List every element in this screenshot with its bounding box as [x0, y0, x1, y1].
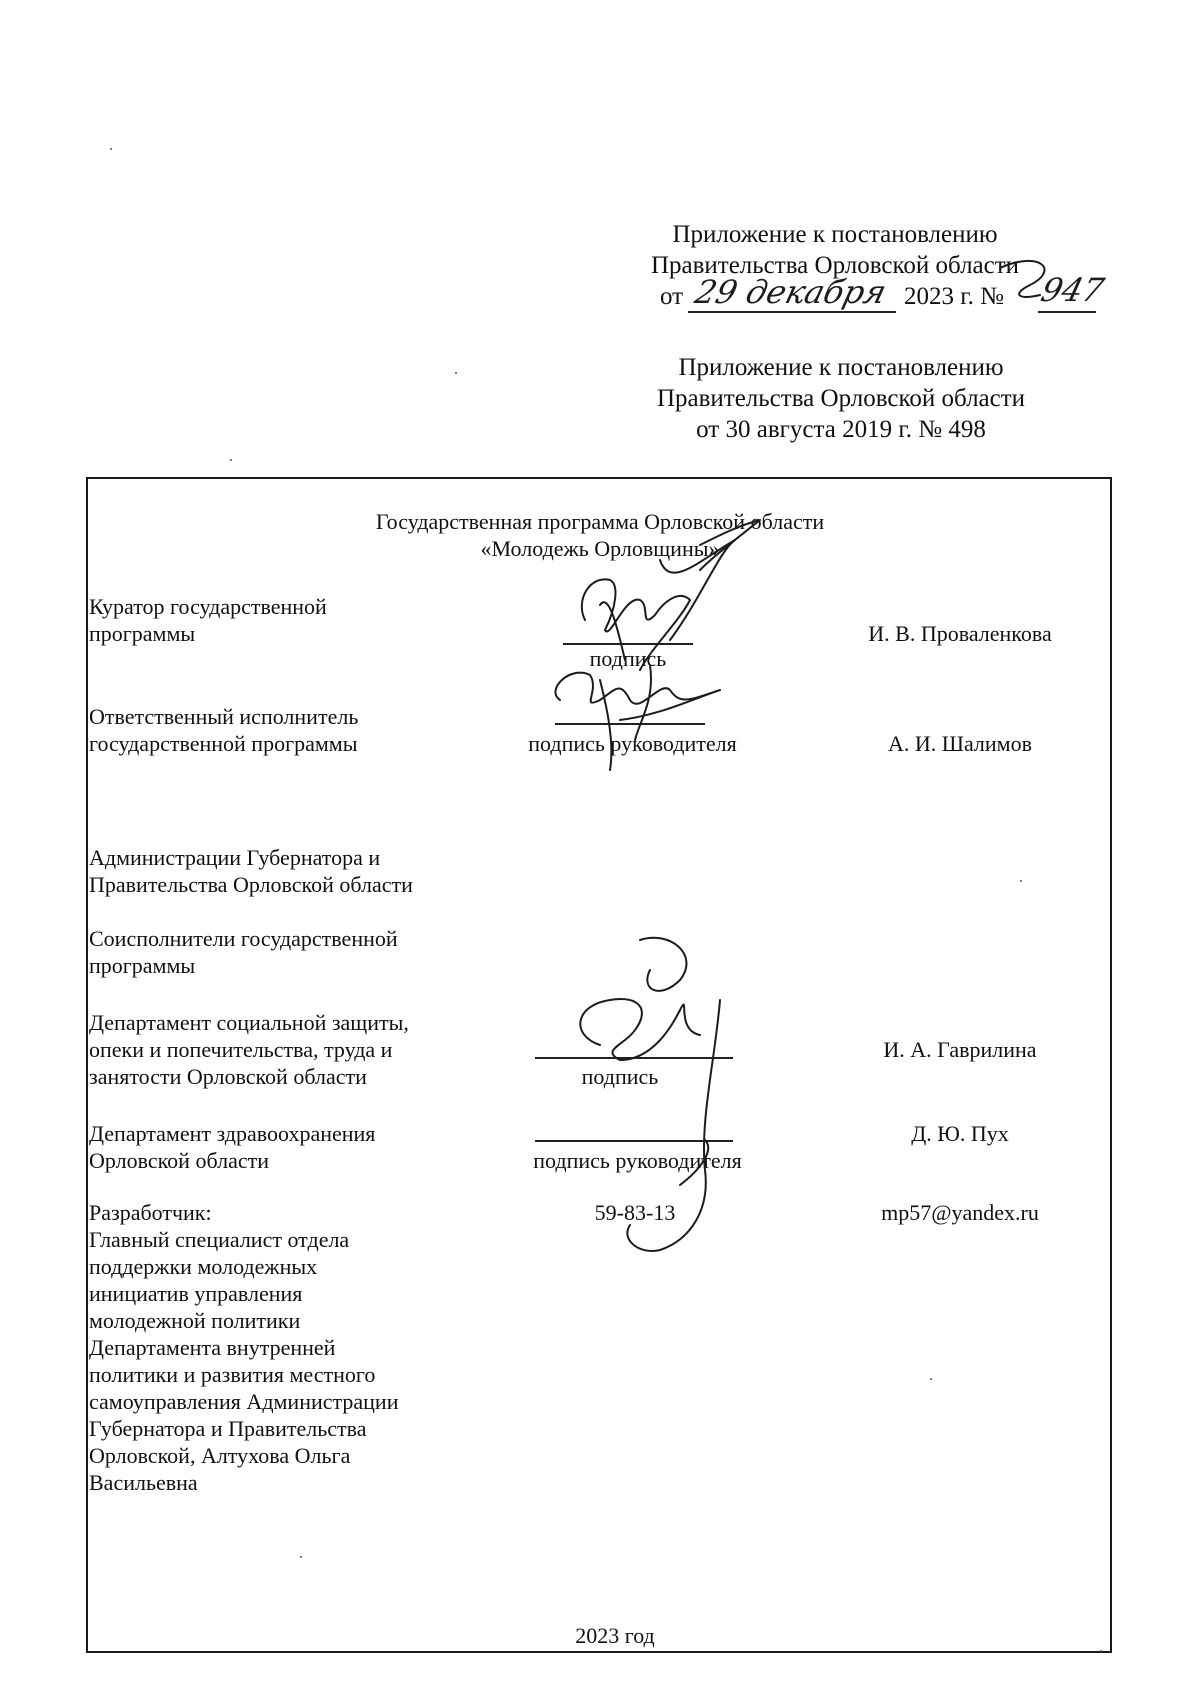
- developer-line: Департамента внутренней: [89, 1335, 336, 1360]
- appendix1-line1: Приложение к постановлению: [672, 221, 998, 248]
- developer-line: поддержки молодежных: [89, 1254, 318, 1279]
- curator-label-line2: программы: [89, 621, 196, 646]
- executor-name: А. И. Шалимов: [888, 731, 1032, 756]
- social-dept-signature-caption: подпись: [581, 1064, 659, 1089]
- handwritten-number: 947: [1037, 271, 1108, 309]
- scan-speck: [110, 148, 112, 150]
- executor-signature-caption: подпись руководителя: [528, 731, 737, 756]
- health-dept-signature-caption: подпись руководителя: [533, 1148, 742, 1173]
- developer-line: Главный специалист отдела: [89, 1227, 350, 1252]
- health-dept-signature-mark: [627, 1140, 708, 1251]
- social-dept-line3: занятости Орловской области: [89, 1064, 367, 1089]
- executor-signature-mark: [555, 665, 720, 770]
- executor-label-line2: государственной программы: [89, 731, 358, 756]
- scan-speck: [1020, 880, 1022, 882]
- coexecutors-line2: программы: [89, 953, 196, 978]
- appendix1-year: 2023 г. №: [904, 283, 1005, 310]
- developer-line: молодежной политики: [89, 1308, 301, 1333]
- health-dept-name: Д. Ю. Пух: [911, 1121, 1009, 1146]
- developer-line: политики и развития местного: [89, 1362, 376, 1387]
- program-title-line1: Государственная программа Орловской области: [375, 509, 825, 534]
- social-dept-name: И. А. Гаврилина: [883, 1037, 1037, 1062]
- developer-label: Разработчик:: [89, 1200, 212, 1225]
- administration-line2: Правительства Орловской области: [89, 872, 413, 897]
- appendix2-line1: Приложение к постановлению: [678, 354, 1004, 381]
- health-dept-line1: Департамент здравоохранения: [89, 1121, 376, 1146]
- scan-speck: [300, 1556, 302, 1558]
- scan-speck: [930, 1378, 932, 1380]
- appendix1-line2: Правительства Орловской области: [650, 252, 1020, 279]
- developer-line: самоуправления Администрации: [89, 1389, 399, 1414]
- handwritten-date: 29 декабря: [691, 273, 891, 311]
- header-flourish-mark: [1000, 261, 1044, 297]
- program-title-line2: «Молодежь Орловщины»: [480, 536, 720, 561]
- scan-speck: [455, 372, 457, 374]
- scan-speck: [230, 459, 232, 461]
- developer-line: инициатив управления: [89, 1281, 303, 1306]
- appendix2-line2: Правительства Орловской области: [656, 385, 1026, 412]
- administration-line1: Администрации Губернатора и: [89, 845, 381, 870]
- social-dept-line1: Департамент социальной защиты,: [89, 1010, 409, 1035]
- executor-label-line1: Ответственный исполнитель: [89, 704, 359, 729]
- developer-line: Орловской, Алтухова Ольга: [89, 1443, 351, 1468]
- title-flourish-mark: [700, 520, 760, 570]
- health-dept-line2: Орловской области: [89, 1148, 269, 1173]
- appendix1-from: от: [660, 283, 684, 310]
- developer-phone: 59-83-13: [594, 1200, 676, 1225]
- curator-signature-caption: подпись: [589, 646, 667, 671]
- social-dept-signature-mark: [580, 938, 720, 1250]
- curator-name: И. В. Проваленкова: [868, 621, 1052, 646]
- scan-speck: [1100, 1650, 1102, 1652]
- appendix2-line3: от 30 августа 2019 г. № 498: [696, 416, 986, 443]
- social-dept-line2: опеки и попечительства, труда и: [89, 1037, 393, 1062]
- coexecutors-line1: Соисполнители государственной: [89, 926, 398, 951]
- developer-line: Губернатора и Правительства: [89, 1416, 367, 1441]
- developer-line: Васильевна: [89, 1470, 198, 1495]
- curator-label-line1: Куратор государственной: [89, 594, 327, 619]
- footer-year: 2023 год: [575, 1623, 655, 1648]
- developer-email: mp57@yandex.ru: [881, 1200, 1039, 1225]
